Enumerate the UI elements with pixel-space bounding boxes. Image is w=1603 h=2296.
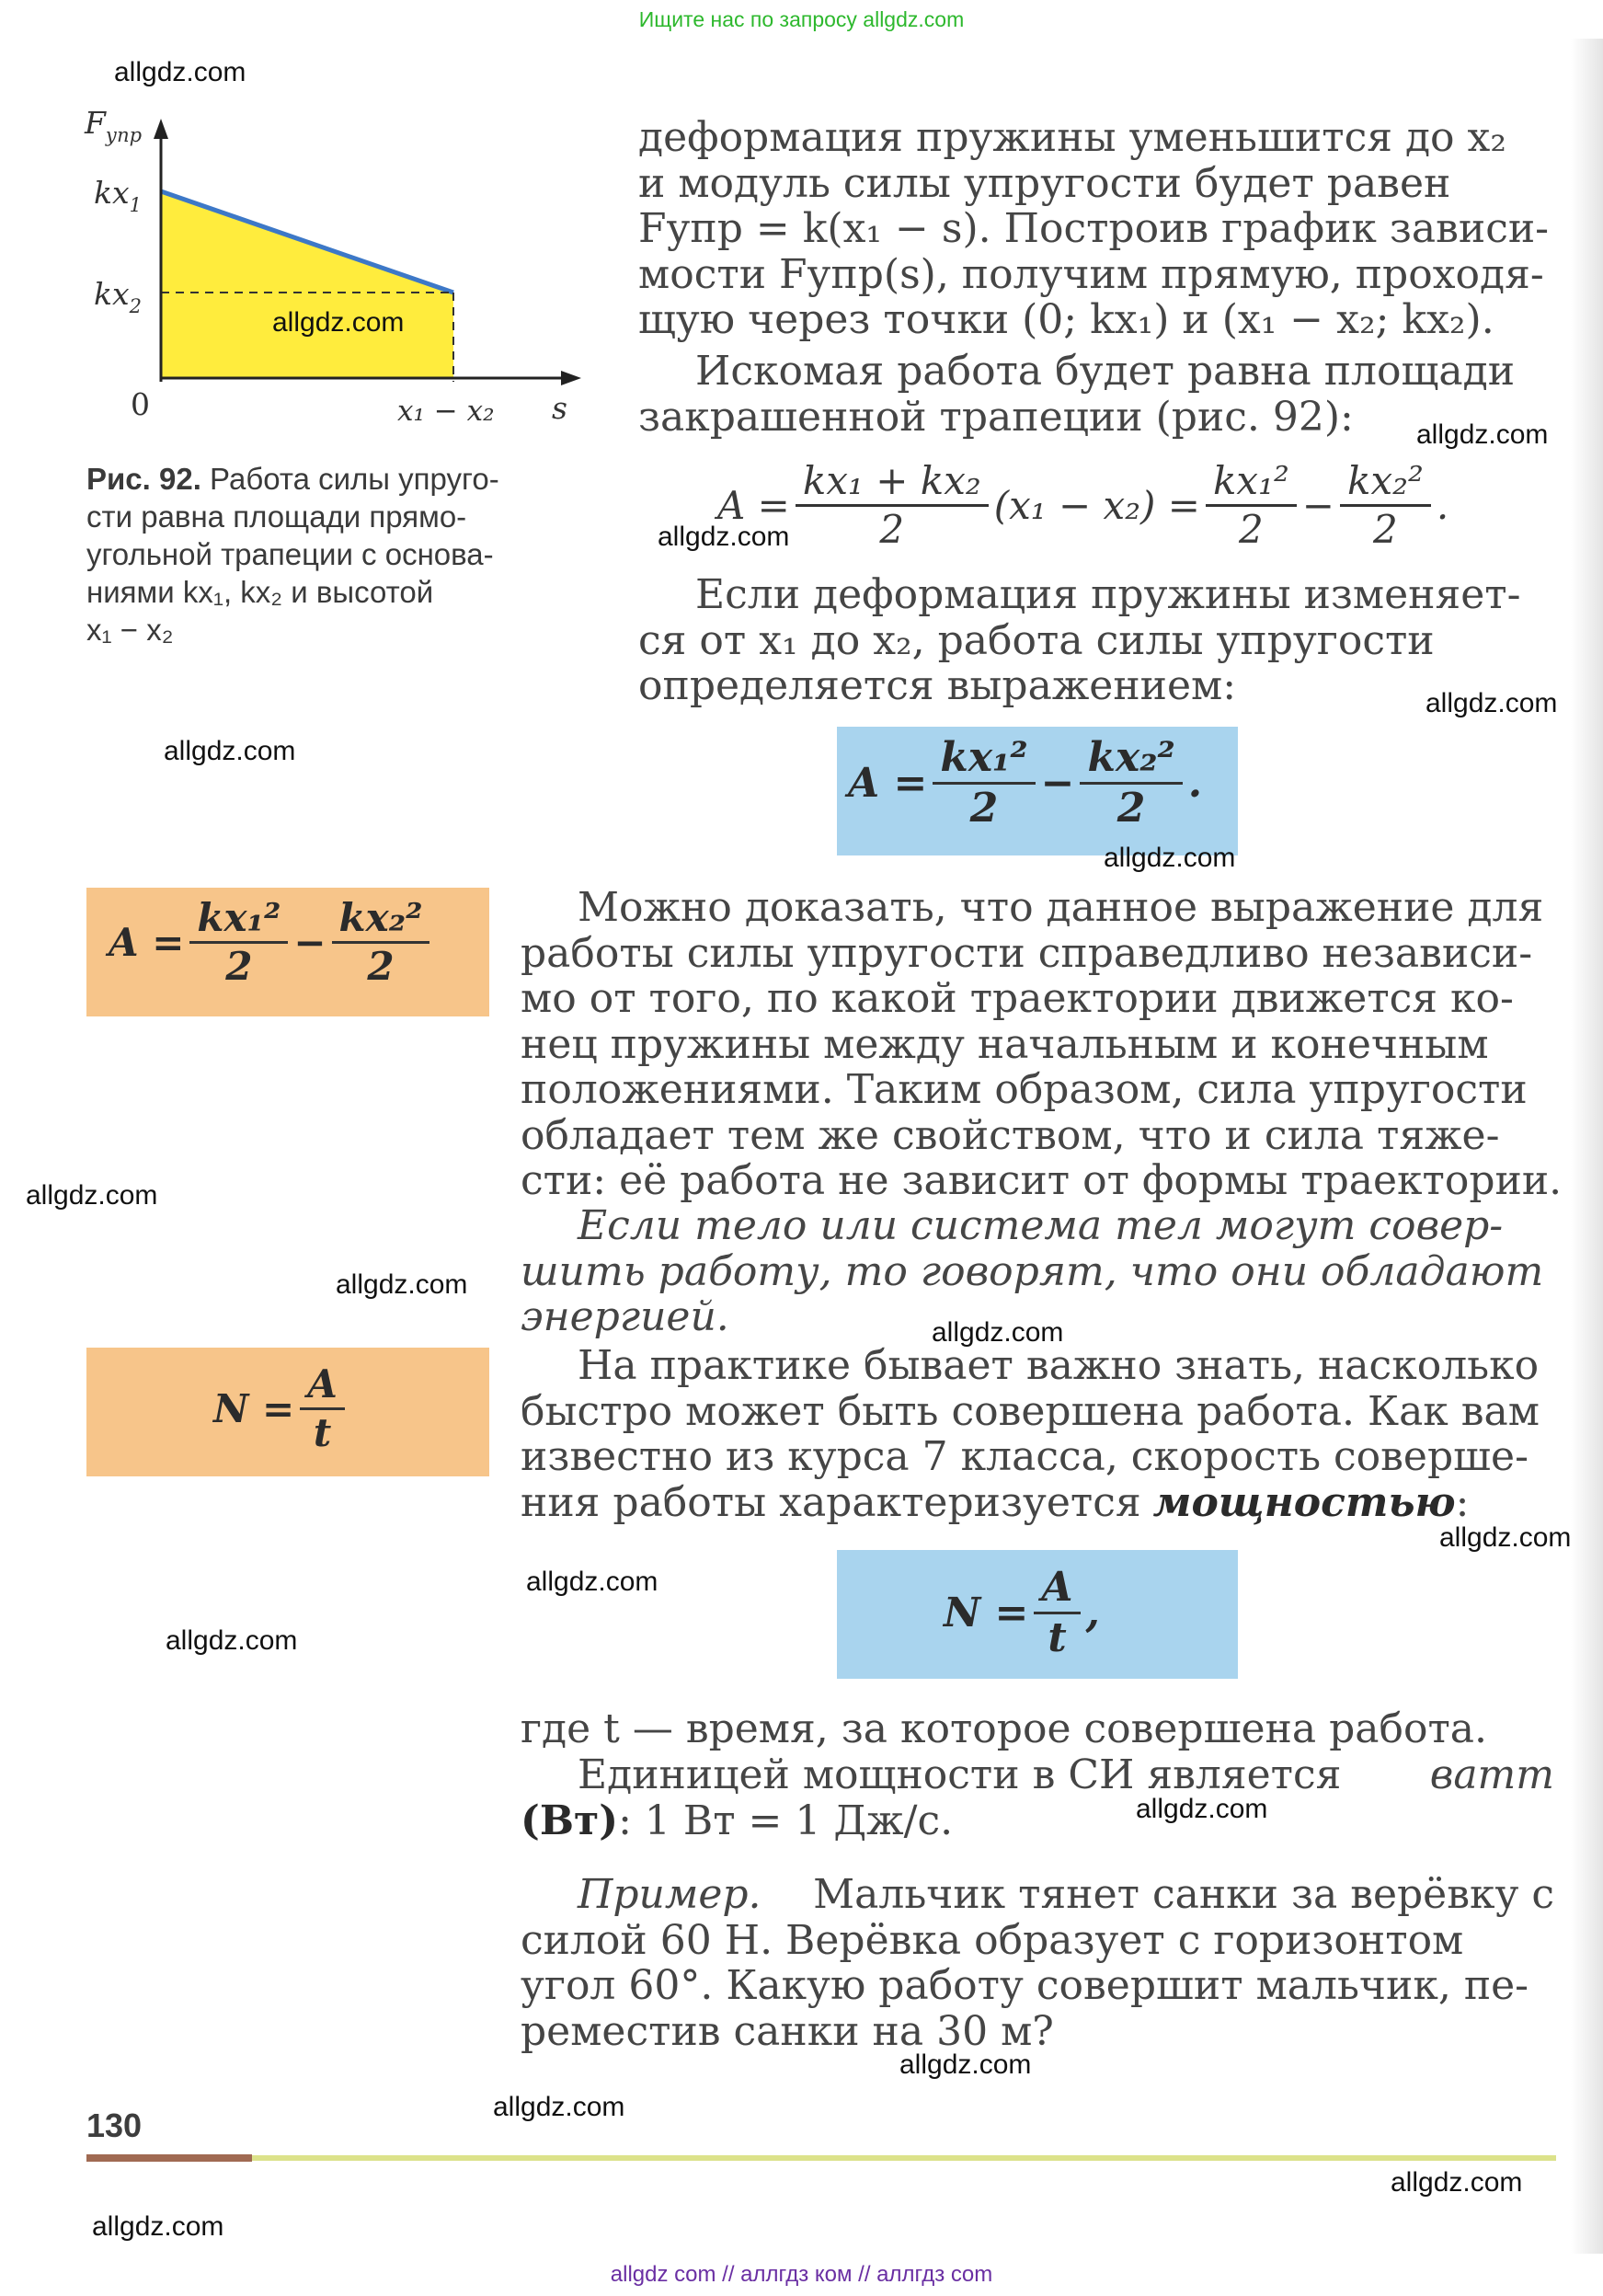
elastic-force-graph — [74, 106, 589, 437]
text-line: Пример. Мальчик тянет санки за верёвку с — [578, 1871, 1554, 1918]
term-watt: ватт — [1429, 1751, 1554, 1798]
watermark: allgdz.com — [493, 2092, 625, 2122]
text-line: Единицей мощности в СИ является ватт — [578, 1751, 1554, 1798]
origin-label: 0 — [131, 386, 150, 422]
text-line: щую через точки (0; kx₁) и (x₁ − x₂; kx₂). — [638, 296, 1494, 343]
figure-caption: Рис. 92. Работа силы упруго- сти равна площади прямо- угольной трапеции с основа- ниями kx₁, kx₂ и высотой x₁ − x₂ — [86, 462, 499, 647]
text-line: деформация пружины уменьшится до x₂ — [638, 114, 1506, 161]
text-line: где t — время, за которое совершена работа. — [521, 1705, 1488, 1752]
example-problem — [521, 1872, 1554, 2054]
paragraph-8 — [521, 1752, 1554, 1843]
fraction: $\frac{\text{kx₂²}}{2}$ — [332, 897, 430, 988]
example-label: Пример. — [578, 1871, 761, 1918]
page-edge-shadow — [1571, 39, 1603, 2254]
formula-trapezoid: A = $\frac{\text{kx₁ + kx₂}}{2}$ (x₁ − x₂) = $\frac{\text{kx₁²}}{2}$ − $\frac{\text{kx₂²}}{2}$ . — [717, 458, 1449, 553]
fraction: $\frac{\text{kx₁ + kx₂}}{2}$ — [796, 460, 989, 551]
text-line: сти: её работа не зависит от формы траектории. — [521, 1157, 1563, 1204]
watermark: allgdz.com — [1136, 1794, 1268, 1824]
text-line: На практике бывает важно знать, насколько — [578, 1342, 1540, 1389]
x-axis-label: s — [552, 390, 567, 426]
text-line: ния работы характеризуется мощностью : — [521, 1478, 1470, 1526]
text-line: быстро может быть совершена работа. Как вам — [521, 1387, 1540, 1435]
watermark: allgdz.com — [1391, 2167, 1523, 2198]
watermark: allgdz.com — [272, 307, 405, 338]
bottom-banner[interactable]: allgdz com // аллгдз ком // аллгдз com — [610, 2262, 993, 2287]
text-line: угол 60°. Какую работу совершит мальчик, пе- — [521, 1962, 1529, 2009]
watermark: allgdz.com — [899, 2049, 1032, 2080]
kx1-label: $kx_1$ — [94, 175, 142, 216]
text-line: мости Fупр(s), получим прямую, проходя- — [638, 250, 1544, 298]
paragraph-3 — [638, 572, 1554, 709]
watermark: allgdz.com — [336, 1269, 468, 1300]
text-line: определяется выражением: — [638, 662, 1237, 709]
text-line: обладает тем же свойством, что и сила тяже- — [521, 1111, 1500, 1159]
fraction: $\frac{\text{kx₂²}}{2}$ — [1080, 736, 1182, 832]
y-axis-arrow — [154, 119, 168, 139]
watermark: allgdz.com — [1439, 1522, 1572, 1553]
y-axis-label: $F_{упр}$ — [85, 106, 143, 146]
text-line: силой 60 Н. Верёвка образует с горизонтом — [521, 1916, 1464, 1964]
fraction: $\frac{\text{kx₂²}}{2}$ — [1340, 460, 1431, 551]
watermark: allgdz.com — [164, 736, 296, 766]
text-line: работы силы упругости справедливо независи- — [521, 929, 1533, 977]
watermark: allgdz.com — [526, 1567, 658, 1597]
watermark: allgdz.com — [658, 522, 790, 552]
text-line: Если тело или система тел могут совер- — [578, 1202, 1504, 1249]
text-line: и модуль силы упругости будет равен — [638, 159, 1451, 207]
footer-rule-light — [252, 2155, 1556, 2161]
fraction: $\frac{A}{t}$ — [1034, 1566, 1080, 1661]
text-line: Искомая работа будет равна площади — [695, 348, 1516, 395]
watermark: allgdz.com — [26, 1180, 158, 1211]
text-line: нец пружины между начальным и конечным — [521, 1020, 1489, 1068]
x-point-label: x₁ − x₂ — [397, 395, 495, 428]
text-line: реместив санки на 30 м? — [521, 2007, 1054, 2055]
x-axis-arrow — [561, 371, 581, 385]
formula-power: N = $\frac{A}{t}$ , — [944, 1564, 1100, 1662]
term-power: мощностью — [1152, 1478, 1456, 1526]
watermark: allgdz.com — [92, 2211, 224, 2242]
paragraph-6 — [521, 1343, 1554, 1525]
paragraph-7 — [521, 1706, 1554, 1752]
margin-formula-work: A = $\frac{\text{kx₁²}}{2}$ − $\frac{\text{kx₂²}}{2}$ — [109, 897, 435, 988]
text-line: закрашенной трапеции (рис. 92): — [638, 393, 1354, 441]
text-line: положениями. Таким образом, сила упругости — [521, 1066, 1528, 1113]
text-line: энергией. — [521, 1293, 729, 1340]
text-line: ся от x₁ до x₂, работа силы упругости — [638, 616, 1435, 664]
kx2-label: $kx_2$ — [94, 276, 142, 317]
paragraph-4 — [521, 884, 1563, 1204]
top-banner[interactable]: Ищите нас по запросу allgdz.com — [638, 7, 965, 31]
unit-watt-abbr: (Вт) — [521, 1797, 619, 1844]
watermark: allgdz.com — [114, 57, 246, 87]
text-line: известно из курса 7 класса, скорость соверше- — [521, 1433, 1529, 1480]
fraction: $\frac{\text{kx₁²}}{2}$ — [189, 897, 288, 988]
text-line: Можно доказать, что данное выражение для — [578, 884, 1544, 931]
watermark: allgdz.com — [1426, 688, 1558, 718]
text-line: (Вт): 1 Вт = 1 Дж/с. — [521, 1797, 954, 1844]
text-line: Если деформация пружины изменяет- — [695, 571, 1521, 618]
caption-label: Рис. 92. — [86, 462, 201, 496]
fraction: $\frac{\text{kx₁²}}{2}$ — [933, 736, 1035, 832]
formula-work: A = $\frac{\text{kx₁²}}{2}$ − $\frac{\text{kx₂²}}{2}$ . — [848, 734, 1203, 832]
trapezoid-area — [161, 191, 453, 378]
fraction: $\frac{\text{kx₁²}}{2}$ — [1206, 460, 1297, 551]
paragraph-1 — [638, 115, 1554, 343]
text-line: мо от того, по какой траектории движется ко- — [521, 975, 1514, 1022]
watermark: allgdz.com — [932, 1317, 1064, 1348]
margin-formula-power: N = $\frac{A}{t}$ — [213, 1363, 350, 1454]
text-line: Fупр = k(x₁ − s). Построив график зависи- — [638, 205, 1550, 252]
page-number: 130 — [86, 2107, 143, 2144]
text-line: шить работу, то говорят, что они обладают — [521, 1247, 1544, 1295]
footer-rule-dark — [86, 2154, 252, 2162]
fraction: $\frac{A}{t}$ — [300, 1363, 345, 1454]
watermark: allgdz.com — [1104, 843, 1236, 873]
watermark: allgdz.com — [1416, 419, 1549, 450]
watermark: allgdz.com — [166, 1625, 298, 1656]
